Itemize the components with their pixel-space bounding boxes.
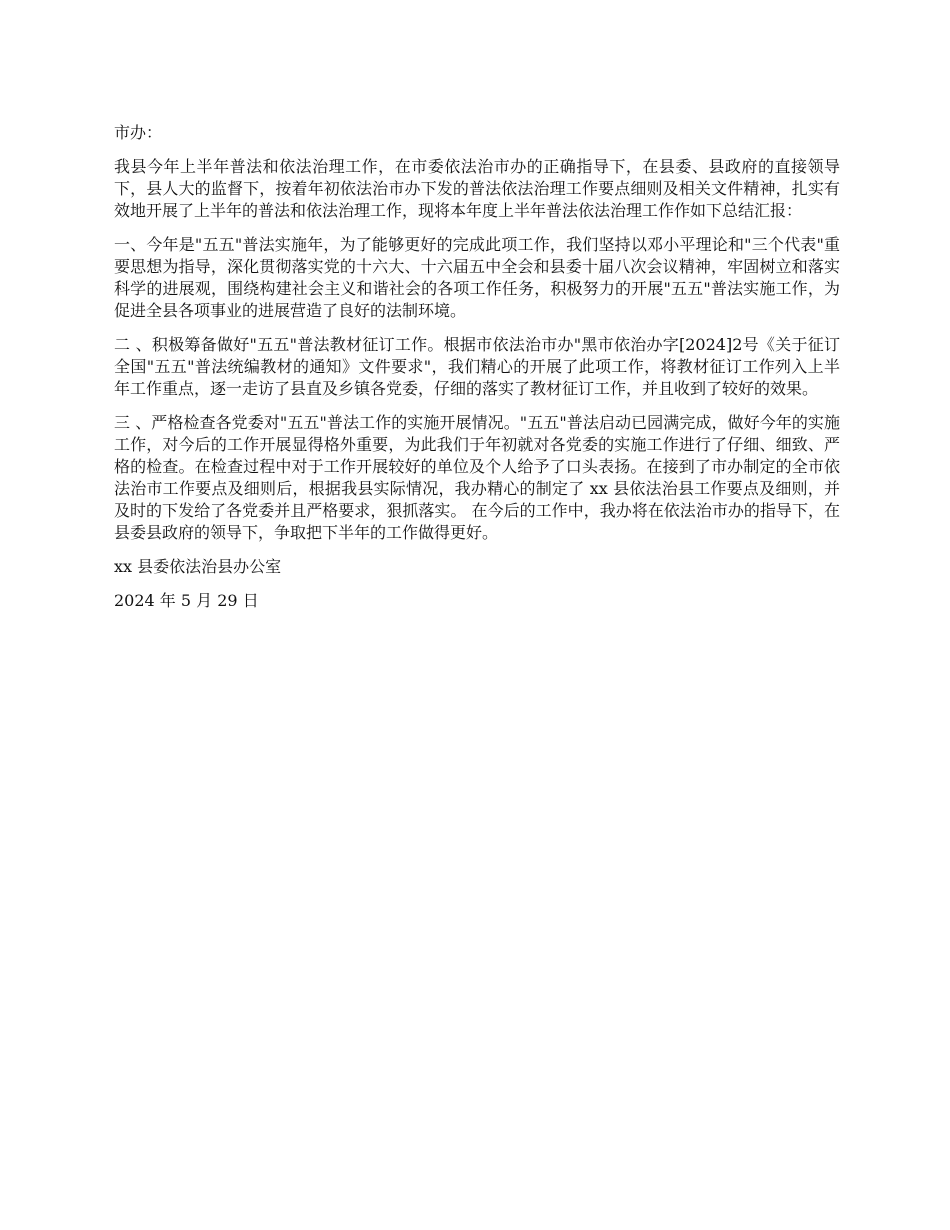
signature: xx 县委依法治县办公室 <box>114 557 282 576</box>
document-page <box>114 122 840 612</box>
section-two-paragraph: 二 、积极筹备做好"五五"普法教材征订工作。根据市依法治市办"黑市依治办字[2024]2号《关于征订全国"五五"普法统编教材的通知》文件要求"，我们精心的开展了此项工作，将教材征订工作列入上半年工作重点，逐一走访了县直及乡镇各党委，仔细的落实了教材征订工作，并且收到了较好的效果。 <box>114 335 840 398</box>
section-three-paragraph: 三 、严格检查各党委对"五五"普法工作的实施开展情况。"五五"普法启动已园满完成，做好今年的实施工作，对今后的工作开展显得格外重要，为此我们于年初就对各党委的实施工作进行了仔细、细致、严格的检查。在检查过程中对于工作开展较好的单位及个人给予了口头表扬。在接到了市办制定的全市依法治市工作要点及细则后，根据我县实际情况，我办精心的制定了 xx 县依法治县工作要点及细则，并及时的下发给了各党委并且严格要求，狠抓落实。 在今后的工作中，我办将在依法治市办的指导下，在县委县政府的领导下，争取把下半年的工作做得更好。 <box>114 413 840 542</box>
intro-paragraph: 我县今年上半年普法和依法治理工作，在市委依法治市办的正确指导下，在县委、县政府的直接领导下，县人大的监督下，按着年初依法治市办下发的普法依法治理工作要点细则及相关文件精神，扎实有效地开展了上半年的普法和依法治理工作，现将本年度上半年普法依法治理工作作如下总结汇报： <box>114 157 840 220</box>
salutation: 市办： <box>114 123 163 142</box>
date: 2024 年 5 月 29 日 <box>114 591 259 610</box>
section-one-paragraph: 一、今年是"五五"普法实施年，为了能够更好的完成此项工作，我们坚持以邓小平理论和"三个代表"重要思想为指导，深化贯彻落实党的十六大、十六届五中全会和县委十届八次会议精神，牢固树立和落实科学的进展观，围绕构建社会主义和谐社会的各项工作任务，积极努力的开展"五五"普法实施工作，为促进全县各项事业的进展营造了良好的法制环境。 <box>114 235 840 320</box>
